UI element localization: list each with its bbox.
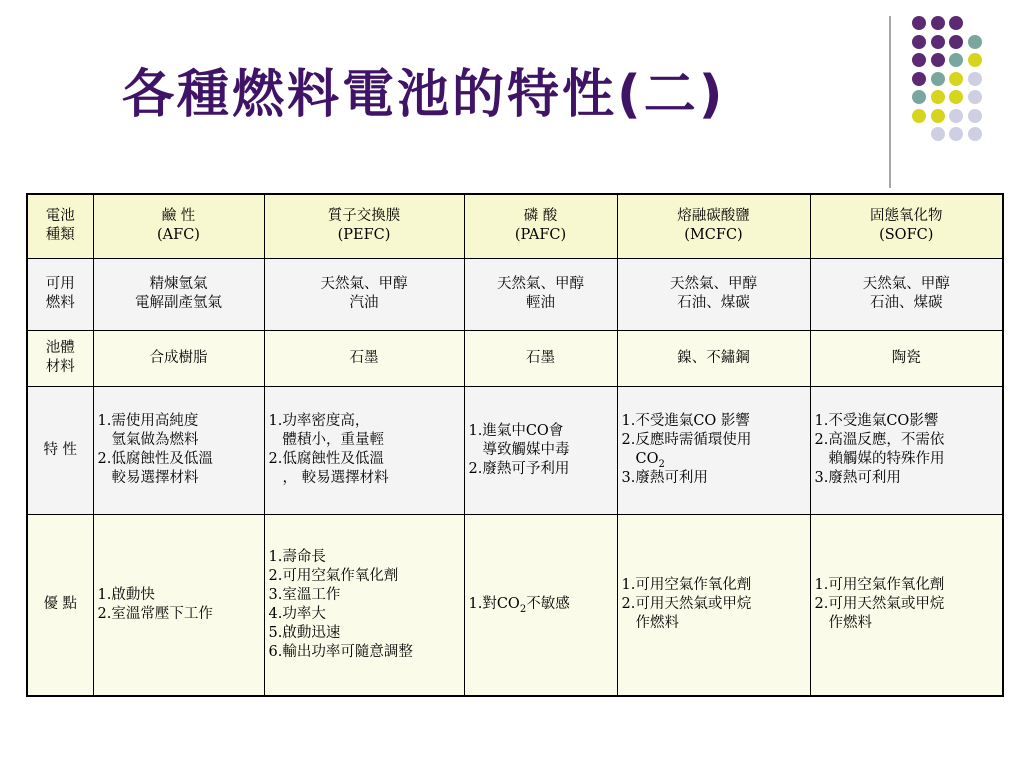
decorative-dot <box>949 35 963 49</box>
features-row <box>27 386 1003 514</box>
advantages-mcfc: 1.可用空氣作氧化劑 2.可用天然氣或甲烷 作燃料 <box>617 514 810 696</box>
decorative-dot <box>968 53 982 67</box>
corner-cell: 電池 種類 <box>27 194 93 258</box>
decorative-dot <box>931 53 945 67</box>
decorative-dot <box>949 90 963 104</box>
material-afc: 合成樹脂 <box>93 330 264 386</box>
decorative-dot <box>968 127 982 141</box>
header-mcfc: 熔融碳酸鹽 (MCFC) <box>617 194 810 258</box>
decorative-dot <box>949 53 963 67</box>
features-mcfc: 1.不受進氣CO 影響 2.反應時需循環使用 $CO_2$ 3.廢熱可利用 <box>617 386 810 514</box>
advantages-row-label: 優 點 <box>27 514 93 696</box>
features-row-label: 特 性 <box>27 386 93 514</box>
decorative-dot <box>912 72 926 86</box>
header-afc: 鹼 性 (AFC) <box>93 194 264 258</box>
decorative-dot <box>912 109 926 123</box>
header-pefc: 質子交換膜 (PEFC) <box>264 194 464 258</box>
fuel-sofc: 天然氣、甲醇 石油、煤碳 <box>810 258 1003 330</box>
decorative-dot <box>968 35 982 49</box>
features-afc: 1.需使用高純度 氫氣做為燃料 2.低腐蝕性及低溫 較易選擇材料 <box>93 386 264 514</box>
decorative-dot <box>912 16 926 30</box>
fuel-row <box>27 258 1003 330</box>
fuel-cell-comparison-table <box>26 193 1004 697</box>
decorative-dot <box>968 72 982 86</box>
features-pafc: 1.進氣中CO會 導致觸媒中毒 2.廢熱可予利用 <box>464 386 617 514</box>
decorative-dot <box>912 90 926 104</box>
features-pefc: 1.功率密度高， 體積小，重量輕 2.低腐蝕性及低溫 ， 較易選擇材料 <box>264 386 464 514</box>
decorative-dot <box>949 16 963 30</box>
advantages-row <box>27 514 1003 696</box>
fuel-row-label: 可用 燃料 <box>27 258 93 330</box>
decorative-divider <box>889 16 891 188</box>
material-row <box>27 330 1003 386</box>
decorative-dot <box>949 109 963 123</box>
fuel-afc: 精煉氫氣 電解副產氫氣 <box>93 258 264 330</box>
advantages-afc: 1.啟動快 2.室溫常壓下工作 <box>93 514 264 696</box>
decorative-dot <box>931 72 945 86</box>
decorative-dot <box>931 109 945 123</box>
material-sofc: 陶瓷 <box>810 330 1003 386</box>
material-pefc: 石墨 <box>264 330 464 386</box>
material-mcfc: 鎳、不鏽鋼 <box>617 330 810 386</box>
decorative-dot <box>912 35 926 49</box>
header-pafc: 磷 酸 (PAFC) <box>464 194 617 258</box>
decorative-dot <box>968 90 982 104</box>
decorative-dot <box>912 53 926 67</box>
fuel-pafc: 天然氣、甲醇 輕油 <box>464 258 617 330</box>
features-sofc: 1.不受進氣CO影響 2.高溫反應，不需依 賴觸媒的特殊作用 3.廢熱可利用 <box>810 386 1003 514</box>
decorative-dot <box>949 127 963 141</box>
decorative-dot <box>949 72 963 86</box>
advantages-pefc: 1.壽命長 2.可用空氣作氧化劑 3.室溫工作 4.功率大 5.啟動迅速 6.輸出功率可隨意調整 <box>264 514 464 696</box>
decorative-dot <box>931 16 945 30</box>
material-pafc: 石墨 <box>464 330 617 386</box>
fuel-mcfc: 天然氣、甲醇 石油、煤碳 <box>617 258 810 330</box>
header-sofc: 固態氧化物 (SOFC) <box>810 194 1003 258</box>
advantages-sofc: 1.可用空氣作氧化劑 2.可用天然氣或甲烷 作燃料 <box>810 514 1003 696</box>
decorative-dot <box>931 127 945 141</box>
advantages-pafc: 1.對$CO_2$不敏感 <box>464 514 617 696</box>
decorative-dot <box>931 90 945 104</box>
header-row <box>27 194 1003 258</box>
fuel-pefc: 天然氣、甲醇 汽油 <box>264 258 464 330</box>
decorative-dot <box>931 35 945 49</box>
decorative-dot <box>968 109 982 123</box>
slide-title: 各種燃料電池的特性(二) <box>122 65 726 125</box>
material-row-label: 池體 材料 <box>27 330 93 386</box>
